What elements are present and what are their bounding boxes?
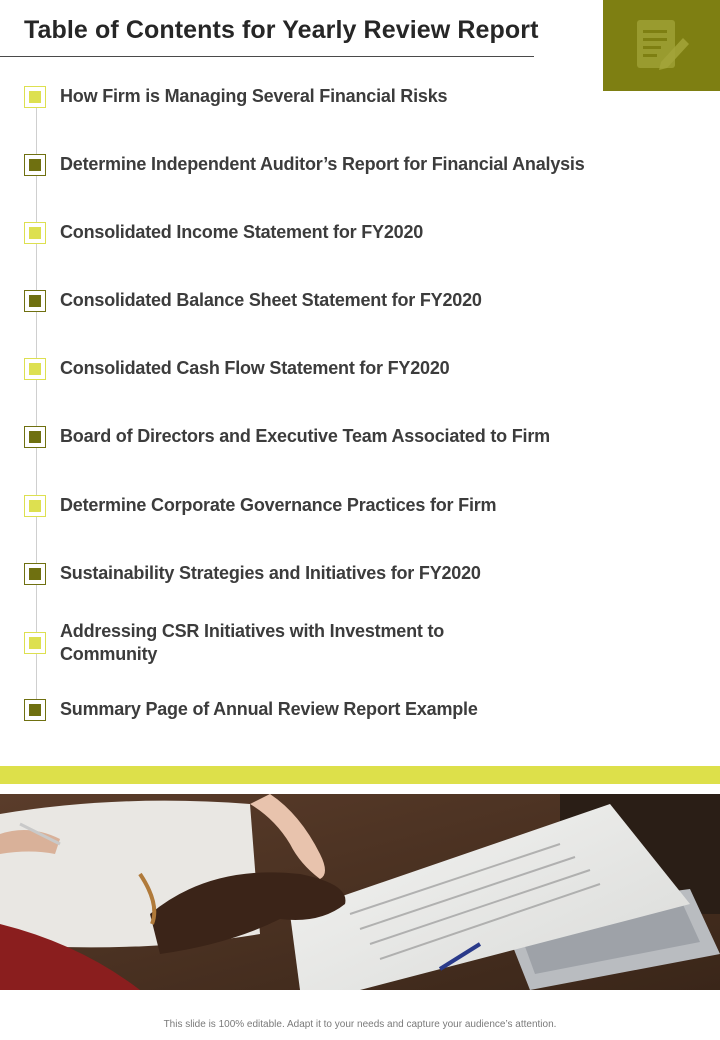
toc-item-label: Consolidated Income Statement for FY2020	[60, 222, 424, 242]
toc-item-1	[24, 85, 624, 108]
timeline-connector	[36, 96, 37, 710]
toc-item-3	[24, 221, 624, 244]
toc-item-label: Summary Page of Annual Review Report Example	[60, 699, 478, 719]
toc-marker	[24, 222, 46, 244]
toc-item-label: How Firm is Managing Several Financial Risks	[60, 86, 448, 106]
photo-document-review	[0, 794, 720, 990]
toc-marker	[24, 699, 46, 721]
toc-marker	[24, 495, 46, 517]
toc-item-label: Board of Directors and Executive Team Associated to Firm	[60, 426, 550, 446]
accent-band	[0, 766, 720, 784]
toc-marker	[24, 154, 46, 176]
photo-illustration	[0, 794, 720, 990]
toc-item-label: Addressing CSR Initiatives with Investment to Community	[60, 621, 445, 664]
toc-item-4	[24, 289, 624, 312]
toc-item-label: Sustainability Strategies and Initiatives for FY2020	[60, 563, 481, 583]
toc-item-2	[24, 153, 624, 176]
toc-item-label: Determine Corporate Governance Practices for Firm	[60, 495, 497, 515]
page-title: Table of Contents for Yearly Review Report	[24, 16, 539, 44]
toc-marker	[24, 563, 46, 585]
toc-marker	[24, 632, 46, 654]
toc-item-8	[24, 562, 624, 585]
toc-item-7	[24, 494, 624, 517]
toc-item-label: Consolidated Balance Sheet Statement for FY2020	[60, 290, 482, 310]
toc-item-9	[24, 620, 624, 666]
corner-accent-block	[603, 0, 720, 91]
toc-item-6	[24, 425, 624, 448]
toc-marker	[24, 86, 46, 108]
toc-marker	[24, 290, 46, 312]
toc-item-label: Determine Independent Auditor’s Report for Financial Analysis	[60, 154, 585, 174]
toc-marker	[24, 358, 46, 380]
title-underline	[0, 56, 534, 57]
toc-marker	[24, 426, 46, 448]
document-edit-icon	[631, 14, 693, 76]
toc-item-10	[24, 698, 624, 721]
toc-item-5	[24, 357, 624, 380]
footer-editable-note: This slide is 100% editable. Adapt it to your needs and capture your audience’s attention.	[163, 1019, 557, 1030]
toc-item-label: Consolidated Cash Flow Statement for FY2020	[60, 358, 450, 378]
